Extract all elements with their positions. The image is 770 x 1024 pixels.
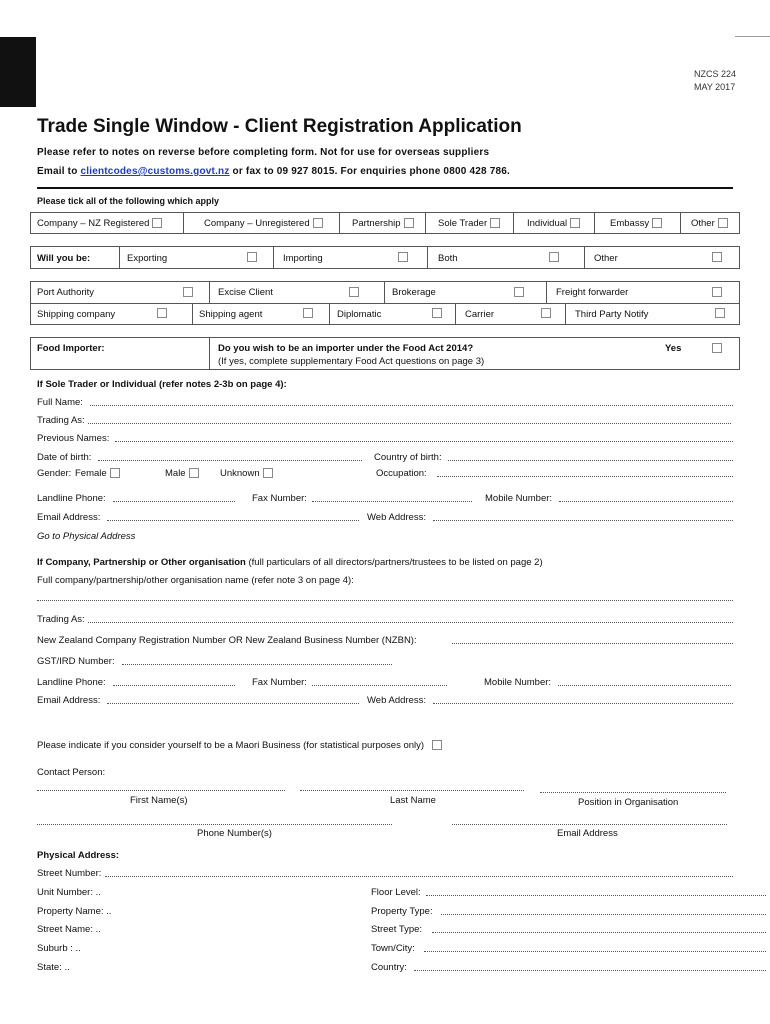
nzbn-field[interactable]	[452, 643, 733, 644]
previous-names-field[interactable]	[115, 441, 733, 442]
checkbox[interactable]	[718, 218, 728, 228]
top-right-rule	[735, 36, 770, 37]
tick-all-heading: Please tick all of the following which apply	[37, 196, 220, 206]
previous-names-label: Previous Names:	[37, 433, 110, 444]
checkbox-both[interactable]	[549, 252, 559, 262]
checkbox[interactable]	[404, 218, 414, 228]
divider	[425, 212, 426, 234]
company-trading-as-label: Trading As:	[37, 614, 85, 625]
option-embassy[interactable]	[610, 218, 662, 229]
checkbox[interactable]	[313, 218, 323, 228]
divider	[329, 303, 330, 325]
divider	[455, 303, 456, 325]
divider	[339, 212, 340, 234]
option-label: Sole Trader	[438, 218, 488, 229]
last-name-field[interactable]	[300, 790, 524, 791]
option-partnership[interactable]	[352, 218, 414, 229]
option-both: Both	[438, 253, 458, 264]
option-other[interactable]	[691, 218, 728, 229]
option-label: Other	[691, 218, 715, 229]
town-city-field[interactable]	[424, 951, 766, 952]
floor-level-field[interactable]	[426, 895, 766, 896]
divider	[594, 212, 595, 234]
checkbox-shipping-company[interactable]	[157, 308, 167, 318]
property-type-field[interactable]	[441, 914, 766, 915]
country-of-birth-field[interactable]	[448, 460, 733, 461]
floor-level-label: Floor Level:	[371, 887, 421, 898]
checkbox[interactable]	[490, 218, 500, 228]
company-heading	[37, 557, 543, 568]
nzbn-label: New Zealand Company Registration Number OR New Zealand Business Number (NZBN):	[37, 635, 417, 646]
option-third-party-notify: Third Party Notify	[575, 309, 649, 320]
divider	[30, 303, 740, 304]
divider	[209, 281, 210, 303]
option-label: Female	[75, 468, 107, 479]
divider	[680, 212, 681, 234]
page-subtitle: Please refer to notes on reverse before completing form. Not for use for overseas suppliers	[37, 147, 490, 158]
physical-address-heading: Physical Address:	[37, 850, 120, 861]
gender-female[interactable]	[75, 468, 120, 479]
form-date: MAY 2017	[694, 82, 736, 92]
divider	[183, 212, 184, 234]
checkbox-third-party-notify[interactable]	[715, 308, 725, 318]
street-type-field[interactable]	[432, 932, 766, 933]
option-label: Partnership	[352, 218, 401, 229]
property-type-label: Property Type:	[371, 906, 433, 917]
goto-physical-address: Go to Physical Address	[37, 531, 136, 542]
trading-as-label: Trading As:	[37, 415, 85, 426]
divider	[546, 281, 547, 303]
street-number-label: Street Number:	[37, 868, 102, 879]
checkbox-carrier[interactable]	[541, 308, 551, 318]
food-importer-label: Food Importer:	[37, 343, 105, 354]
company-full-name-label: Full company/partnership/other organisation name (refer note 3 on page 4):	[37, 575, 354, 586]
option-carrier: Carrier	[465, 309, 495, 320]
phone-caption: Phone Number(s)	[197, 828, 272, 839]
divider	[273, 246, 274, 269]
suburb-label: Suburb : ..	[37, 943, 81, 954]
dob-field[interactable]	[98, 460, 362, 461]
divider	[513, 212, 514, 234]
company-fax-field[interactable]	[312, 685, 447, 686]
option-excise-client: Excise Client	[218, 287, 273, 298]
checkbox-exporting[interactable]	[247, 252, 257, 262]
checkbox-brokerage[interactable]	[514, 287, 524, 297]
company-heading-bold: If Company, Partnership or Other organisation	[37, 557, 246, 568]
gender-unknown[interactable]	[220, 468, 273, 479]
food-act-question: Do you wish to be an importer under the Food Act 2014?	[218, 343, 474, 354]
checkbox-excise-client[interactable]	[349, 287, 359, 297]
checkbox-port-authority[interactable]	[183, 287, 193, 297]
option-label: Company – Unregistered	[204, 218, 310, 229]
gst-label: GST/IRD Number:	[37, 656, 115, 667]
company-fax-label: Fax Number:	[252, 677, 307, 688]
divider	[209, 337, 210, 370]
option-exporting: Exporting	[127, 253, 168, 264]
mobile-field[interactable]	[559, 501, 733, 502]
maori-business-question[interactable]	[37, 740, 442, 751]
fax-label: Fax Number:	[252, 493, 307, 504]
divider	[384, 281, 385, 303]
street-type-label: Street Type:	[371, 924, 423, 935]
company-full-name-field[interactable]	[37, 600, 733, 601]
food-act-note: (If yes, complete supplementary Food Act questions on page 3)	[218, 356, 485, 367]
checkbox-freight-forwarder[interactable]	[712, 287, 722, 297]
header-rule	[37, 187, 733, 189]
company-mobile-field[interactable]	[558, 685, 731, 686]
email-link[interactable]: clientcodes@customs.govt.nz	[80, 166, 230, 177]
option-other-role: Other	[594, 253, 618, 264]
divider	[427, 246, 428, 269]
phone-field[interactable]	[37, 824, 392, 825]
full-name-field[interactable]	[90, 405, 733, 406]
checkbox[interactable]	[152, 218, 162, 228]
option-label: Male	[165, 468, 186, 479]
will-you-be-label: Will you be:	[37, 253, 91, 264]
checkbox-other-role[interactable]	[712, 252, 722, 262]
position-field[interactable]	[540, 792, 726, 793]
option-shipping-agent: Shipping agent	[199, 309, 263, 320]
option-label: Embassy	[610, 218, 650, 229]
checkbox[interactable]	[570, 218, 580, 228]
corner-block	[0, 37, 36, 107]
full-name-label: Full Name:	[37, 397, 83, 408]
option-shipping-company: Shipping company	[37, 309, 116, 320]
form-code: NZCS 224	[694, 69, 737, 79]
divider	[565, 303, 566, 325]
contact-email-field[interactable]	[452, 824, 727, 825]
option-label: Company – NZ Registered	[37, 218, 150, 229]
option-freight-forwarder: Freight forwarder	[556, 287, 629, 298]
occupation-label: Occupation:	[376, 468, 427, 479]
contact-person-label: Contact Person:	[37, 767, 106, 778]
contact-email-caption: Email Address	[557, 828, 618, 839]
checkbox[interactable]	[432, 740, 442, 750]
trading-as-field[interactable]	[88, 423, 731, 424]
first-name-caption: First Name(s)	[130, 795, 188, 806]
company-heading-rest: (full particulars of all directors/partners/trustees to be listed on page 2)	[245, 557, 543, 568]
email-prefix: Email to	[37, 166, 81, 177]
first-name-field[interactable]	[37, 790, 285, 791]
gender-label: Gender:	[37, 468, 72, 479]
property-name-label: Property Name: ..	[37, 906, 112, 917]
checkbox-shipping-agent[interactable]	[303, 308, 313, 318]
food-yes-label: Yes	[665, 343, 682, 354]
web-label: Web Address:	[367, 512, 426, 523]
state-label: State: ..	[37, 962, 70, 973]
last-name-caption: Last Name	[390, 795, 436, 806]
divider	[192, 303, 193, 325]
country-label: Country:	[371, 962, 407, 973]
unit-number-label: Unit Number: ..	[37, 887, 101, 898]
company-mobile-label: Mobile Number:	[484, 677, 552, 688]
option-importing: Importing	[283, 253, 323, 264]
mobile-label: Mobile Number:	[485, 493, 553, 504]
company-web-field[interactable]	[433, 703, 733, 704]
checkbox-importing[interactable]	[398, 252, 408, 262]
option-diplomatic: Diplomatic	[337, 309, 382, 320]
gender-male[interactable]	[165, 468, 199, 479]
checkbox-diplomatic[interactable]	[432, 308, 442, 318]
email-label: Email Address:	[37, 512, 101, 523]
email-field[interactable]	[107, 520, 359, 521]
town-city-label: Town/City:	[371, 943, 415, 954]
checkbox[interactable]	[189, 468, 199, 478]
landline-label: Landline Phone:	[37, 493, 106, 504]
option-company-unregistered[interactable]	[204, 218, 323, 229]
checkbox[interactable]	[652, 218, 662, 228]
divider	[584, 246, 585, 269]
street-number-field[interactable]	[105, 876, 733, 877]
divider	[119, 246, 120, 269]
email-suffix: or fax to 09 927 8015. For enquiries phone 0800 428 786.	[229, 166, 510, 177]
option-label: Unknown	[220, 468, 260, 479]
page-title: Trade Single Window - Client Registration Application	[37, 116, 522, 137]
gst-field[interactable]	[122, 664, 392, 665]
web-field[interactable]	[433, 520, 733, 521]
company-landline-field[interactable]	[113, 685, 235, 686]
contact-line	[37, 166, 510, 177]
option-port-authority: Port Authority	[37, 287, 95, 298]
street-name-label: Street Name: ..	[37, 924, 101, 935]
country-field[interactable]	[414, 970, 766, 971]
checkbox-food-yes[interactable]	[712, 343, 722, 353]
company-web-label: Web Address:	[367, 695, 426, 706]
option-company-nz-registered[interactable]	[37, 218, 162, 229]
country-of-birth-label: Country of birth:	[374, 452, 442, 463]
sole-trader-heading: If Sole Trader or Individual (refer notes 2-3b on page 4):	[37, 379, 287, 390]
option-brokerage: Brokerage	[392, 287, 436, 298]
position-caption: Position in Organisation	[578, 797, 679, 808]
dob-label: Date of birth:	[37, 452, 92, 463]
occupation-field[interactable]	[437, 476, 733, 477]
fax-field[interactable]	[312, 501, 472, 502]
checkbox[interactable]	[110, 468, 120, 478]
landline-field[interactable]	[113, 501, 235, 502]
company-email-label: Email Address:	[37, 695, 101, 706]
maori-business-label: Please indicate if you consider yourself to be a Maori Business (for statistical purposes only)	[37, 740, 425, 751]
company-landline-label: Landline Phone:	[37, 677, 106, 688]
option-label: Individual	[527, 218, 568, 229]
checkbox[interactable]	[263, 468, 273, 478]
company-email-field[interactable]	[107, 703, 359, 704]
option-sole-trader[interactable]	[438, 218, 500, 229]
company-trading-as-field[interactable]	[88, 622, 733, 623]
option-individual[interactable]	[527, 218, 580, 229]
